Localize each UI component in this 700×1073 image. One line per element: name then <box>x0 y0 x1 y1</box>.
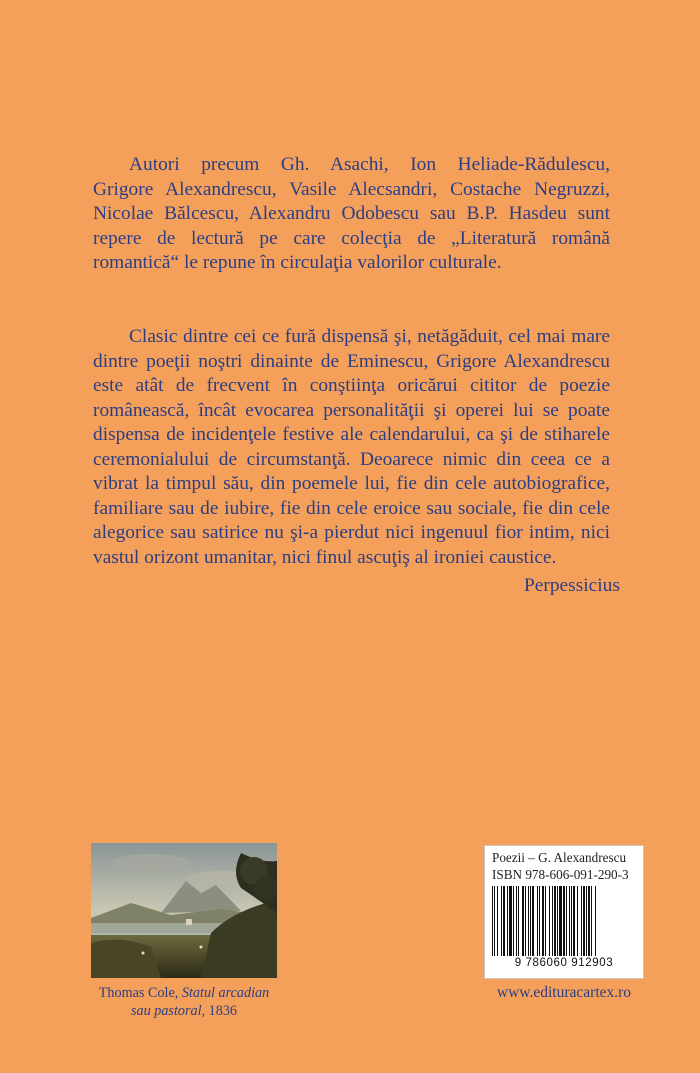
intro-line: Nicolae Bălcescu, Alexandru Odobescu sau B.P. Hasdeu sunt <box>93 203 610 224</box>
quote-line: dintre poeţii noştri dinainte de Eminescu, Grigore Alexandrescu <box>93 350 610 372</box>
caption-title: Statul arcadian <box>181 985 270 1001</box>
intro-line: romantică“ le repune în circulaţia valorilor culturale. <box>93 252 502 273</box>
isbn-barcode-box <box>484 845 644 979</box>
intro-line: repere de lectură pe care colecţia de „Literatură română <box>93 227 610 249</box>
barcode-digits: 9 786060 912903 <box>514 957 614 969</box>
publisher-website: www.edituracartex.ro <box>496 984 632 1001</box>
quote-line: alegorice sau satirice nu şi-a pierdut nici ingenuul fior intim, nici <box>93 522 610 543</box>
landscape-painting-image <box>91 843 277 978</box>
intro-line: Autori precum Gh. Asachi, Ion Heliade-Rădulescu, <box>129 154 610 175</box>
quote-line: familiare sau de iubire, fie din cele eroice sau sociale, fie din cele <box>93 497 610 519</box>
cover-painting <box>91 843 277 978</box>
caption-author: Thomas Cole, <box>98 985 182 1001</box>
quote-signature: Perpessicius <box>524 575 620 596</box>
quote-line: vastul orizont umanitar, nici finul ascuţiş al ironiei caustice. <box>93 546 557 568</box>
intro-paragraph <box>93 153 610 276</box>
painting-caption <box>91 984 277 1020</box>
barcode-icon <box>492 886 636 956</box>
quote-line: vibrat la timpul său, din poemele lui, fie din cele autobiografice, <box>93 473 610 494</box>
quote-line: ceremonialului de circumstanţă. Deoarece nimic din ceea ce a <box>93 448 610 470</box>
caption-year: , 1836 <box>201 1003 238 1019</box>
quote-line: dispensa de incidenţele festive ale calendarului, ca şi de stiharele <box>93 424 610 445</box>
isbn-label: ISBN 978-606-091-290-3 <box>492 867 629 882</box>
caption-title-cont: sau pastoral <box>130 1003 202 1019</box>
intro-line: Grigore Alexandrescu, Vasile Alecsandri, Costache Negruzzi, <box>93 178 610 200</box>
quote-paragraph <box>93 325 610 570</box>
quote-line: este atât de frecvent în conştiinţa oricărui cititor de poezie <box>93 375 610 396</box>
quote-line: românească, încât evocarea personalităţii şi operei lui se poate <box>93 399 610 421</box>
book-title-label: Poezii – G. Alexandrescu <box>492 850 627 865</box>
quote-line: Clasic dintre cei ce fură dispensă şi, netăgăduit, cel mai mare <box>129 326 610 347</box>
